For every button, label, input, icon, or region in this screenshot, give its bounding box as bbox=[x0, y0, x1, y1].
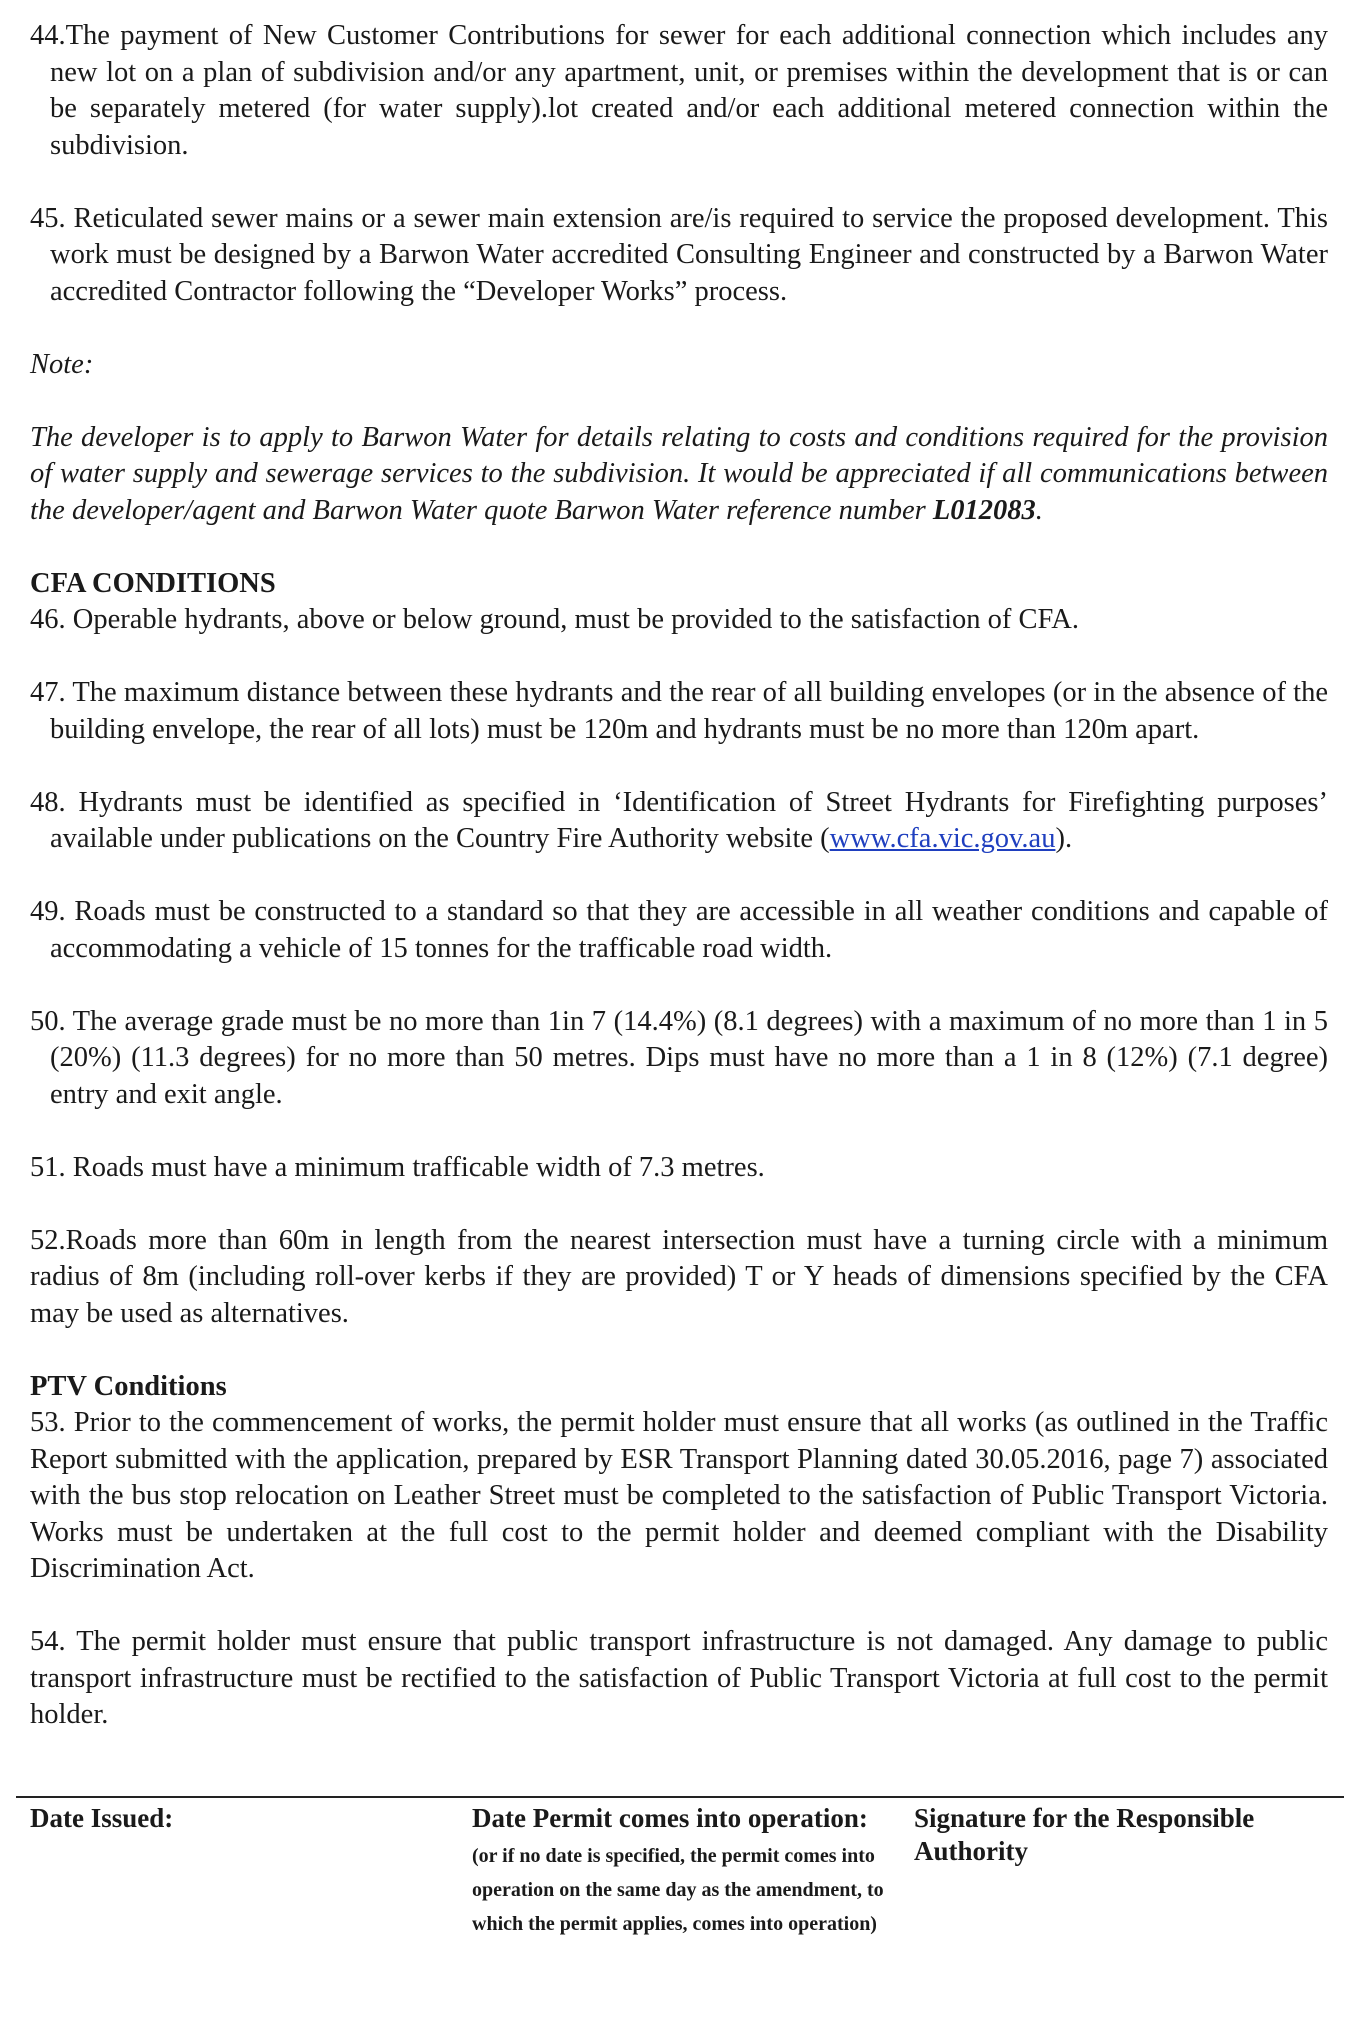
note-end: . bbox=[1035, 494, 1043, 526]
permit-signature-table bbox=[16, 1796, 1344, 1941]
condition-48-text: 48. Hydrants must be identified as specified in ‘Identification of Street Hydrants for Firefighting purposes’ available under publications on the Country Fire Authority website ( bbox=[30, 786, 1328, 854]
cfa-conditions-heading: CFA CONDITIONS bbox=[30, 567, 276, 599]
condition-44: 44.The payment of New Customer Contributions for sewer for each additional connection which includes any new lot on a plan of subdivision and/or any apartment, unit, or premises within the development that is or can be separately metered (for water supply).lot created and/or each additional metered connection within the subdivision. bbox=[30, 20, 1328, 161]
condition-54: 54. The permit holder must ensure that public transport infrastructure is not damaged. Any damage to public transport infrastructure must be rectified to the satisfaction of Public Transport Victoria at full cost to the permit holder. bbox=[30, 1626, 1328, 1730]
note-body: The developer is to apply to Barwon Water for details relating to costs and conditions required for the provision of water supply and sewerage services to the subdivision. It would be appreciated if all communications between the developer/agent and Barwon Water quote Barwon Water reference number bbox=[30, 421, 1328, 526]
condition-51: 51. Roads must have a minimum trafficable width of 7.3 metres. bbox=[30, 1151, 765, 1183]
condition-52: 52.Roads more than 60m in length from the nearest intersection must have a turning circle with a minimum radius of 8m (including roll-over kerbs if they are provided) T or Y heads of dimensions specified by the CFA may be used as alternatives. bbox=[30, 1224, 1328, 1329]
permit-conditions-page bbox=[30, 18, 1328, 1734]
condition-50: 50. The average grade must be no more than 1in 7 (14.4%) (8.1 degrees) with a maximum of no more than 1 in 5 (20%) (11.3 degrees) for no more than 50 metres. Dips must have no more than a 1 in 8 (12%) (7.1 degree) entry and exit angle. bbox=[30, 1005, 1328, 1110]
signature-label: Signature for the Responsible Authority bbox=[914, 1803, 1255, 1866]
cfa-website-link[interactable]: www.cfa.vic.gov.au bbox=[829, 823, 1056, 854]
condition-48 bbox=[30, 785, 1328, 858]
date-operation-cell bbox=[458, 1798, 900, 1941]
note-text bbox=[30, 420, 1328, 530]
date-issued-label: Date Issued: bbox=[30, 1803, 174, 1833]
condition-53: 53. Prior to the commencement of works, the permit holder must ensure that all works (as outlined in the Traffic Report submitted with the application, prepared by ESR Transport Planning dated 30.05.2016, page 7) associated with the bus stop relocation on Leather Street must be completed to the satisfaction of Public Transport Victoria. Works must be undertaken at the full cost to the permit holder and deemed compliant with the Disability Discrimination Act. bbox=[30, 1407, 1328, 1584]
ptv-conditions-heading: PTV Conditions bbox=[30, 1370, 227, 1402]
condition-47: 47. The maximum distance between these hydrants and the rear of all building envelopes (or in the absence of the building envelope, the rear of all lots) must be 120m and hydrants must be no more than 120m apart. bbox=[30, 677, 1328, 745]
condition-49: 49. Roads must be constructed to a standard so that they are accessible in all weather conditions and capable of accommodating a vehicle of 15 tonnes for the trafficable road width. bbox=[30, 896, 1328, 964]
condition-45: 45. Reticulated sewer mains or a sewer main extension are/is required to service the proposed development. This work must be designed by a Barwon Water accredited Consulting Engineer and constructed by a Barwon Water accredited Contractor following the “Developer Works” process. bbox=[30, 202, 1328, 307]
date-operation-note: (or if no date is specified, the permit comes into operation on the same day as the amendment, to which the permit applies, comes into operation) bbox=[472, 1845, 884, 1935]
reference-number: L012083 bbox=[932, 494, 1036, 526]
signature-cell bbox=[900, 1798, 1342, 1941]
date-operation-label: Date Permit comes into operation: bbox=[472, 1803, 868, 1833]
condition-48-end: ). bbox=[1055, 823, 1073, 854]
date-issued-cell bbox=[16, 1798, 458, 1941]
condition-46: 46. Operable hydrants, above or below ground, must be provided to the satisfaction of CFA. bbox=[30, 604, 1080, 635]
note-label: Note: bbox=[30, 348, 94, 380]
